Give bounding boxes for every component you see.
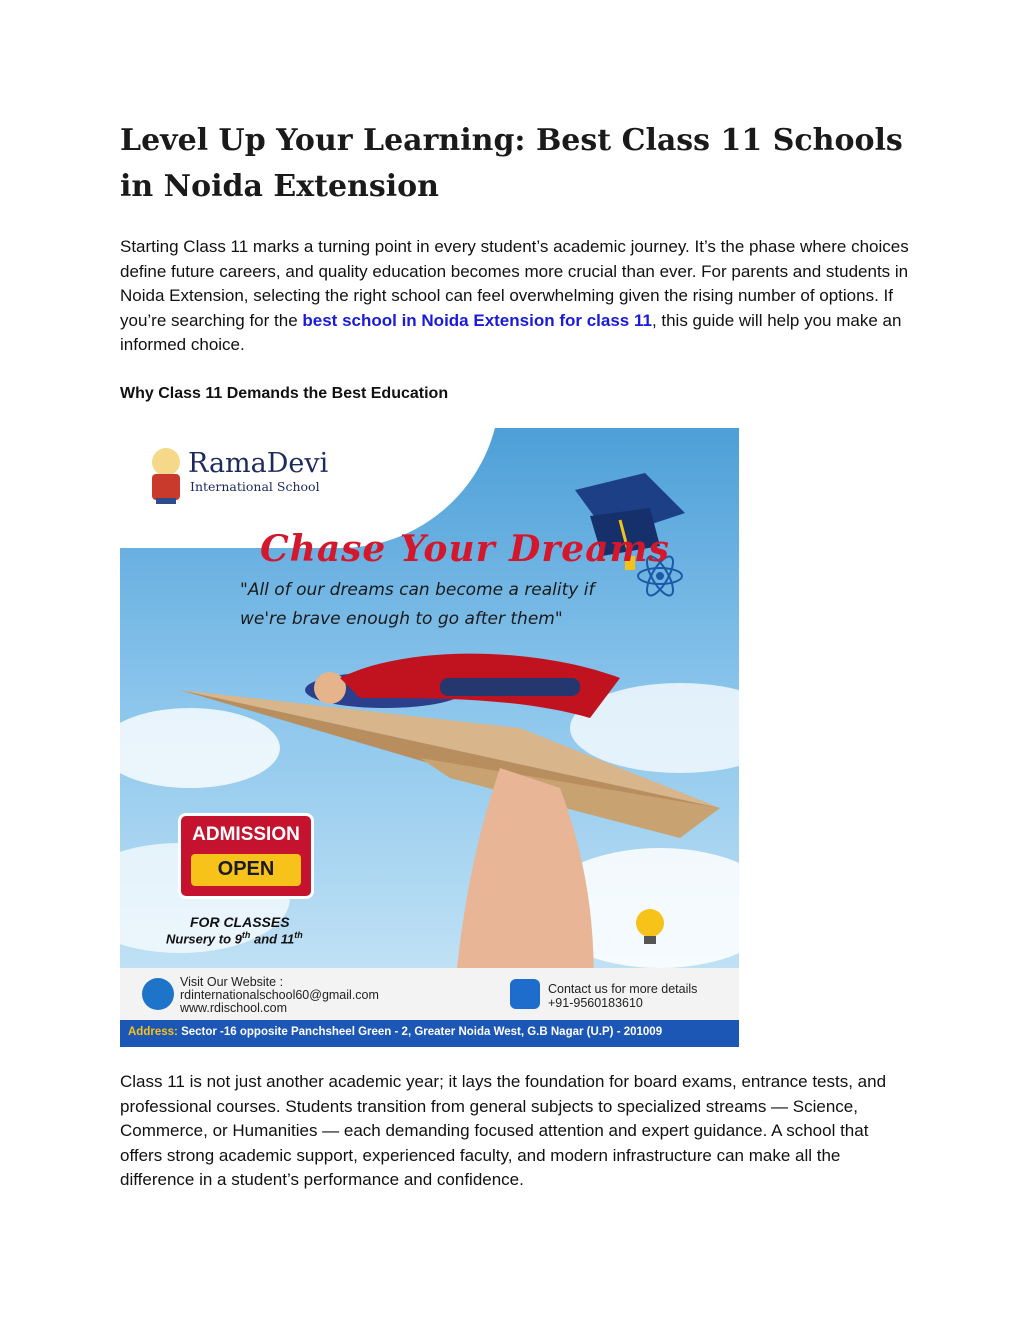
phone-icon — [510, 979, 540, 1009]
globe-icon — [142, 978, 174, 1010]
classes-range-pre: Nursery to 9 — [166, 931, 242, 947]
school-name: RamaDevi — [188, 448, 329, 479]
intro-paragraph — [120, 235, 910, 358]
address-bar — [120, 1020, 739, 1047]
body-paragraph: Class 11 is not just another academic year; it lays the foundation for board exams, entrance tests, and professional courses. Students transition from general subjects to specialized streams — Science, Commerce, or Humanities — each demanding focused attention and expert guidance. A school that offers strong academic support, experienced faculty, and modern infrastructure can make all the difference in a student’s performance and confidence. — [120, 1072, 887, 1190]
admission-banner-image — [120, 428, 739, 1047]
banner-quote: "All of our dreams can become a reality if we're brave enough to go after them" — [240, 580, 595, 629]
classes-range — [166, 930, 303, 946]
classes-range-mid: and 11 — [250, 931, 295, 947]
school-crest-icon — [142, 442, 190, 508]
website-text: www.rdischool.com — [180, 1001, 287, 1015]
open-text: OPEN — [217, 858, 275, 880]
section-heading: Why Class 11 Demands the Best Education — [120, 385, 449, 402]
intro-text-start: Starting Class 11 marks a turning point in every student’s academic journey. It’s the phase where choices define future careers, and quality education becomes more crucial than ever. For parents and students in Noida Extension, selecting the right school can feel overwhelming given the rising number of options. If you’re searching for the — [120, 237, 909, 330]
address-text — [128, 1026, 662, 1038]
contact-label: Contact us for more details — [548, 982, 698, 996]
intro-text-end: , this guide will help you make an informed choice. — [120, 310, 902, 355]
classes-range-sup2: th — [294, 930, 303, 940]
email-text: rdinternationalschool60@gmail.com — [180, 988, 379, 1002]
page-title: Level Up Your Learning: Best Class 11 Schools in Noida Extension — [120, 123, 903, 204]
classes-range-sup1: th — [241, 930, 251, 940]
address-value: Sector -16 opposite Panchsheel Green - 2, Greater Noida West, G.B Nagar (U.P) - 201009 — [181, 1026, 663, 1038]
boy-flying-icon — [305, 654, 620, 718]
classes-title: FOR CLASSES — [190, 914, 290, 930]
admission-badge — [178, 813, 314, 899]
address-label: Address: — [128, 1026, 178, 1038]
phone-number: +91-9560183610 — [548, 996, 643, 1010]
banner-headline: Chase Your Dreams — [260, 528, 670, 570]
best-school-link[interactable]: best school in Noida Extension for class 11 — [302, 310, 652, 330]
school-subtitle: International School — [190, 479, 320, 494]
visit-label: Visit Our Website : — [180, 975, 284, 989]
open-strip — [191, 854, 301, 886]
admission-text: ADMISSION — [192, 824, 300, 845]
